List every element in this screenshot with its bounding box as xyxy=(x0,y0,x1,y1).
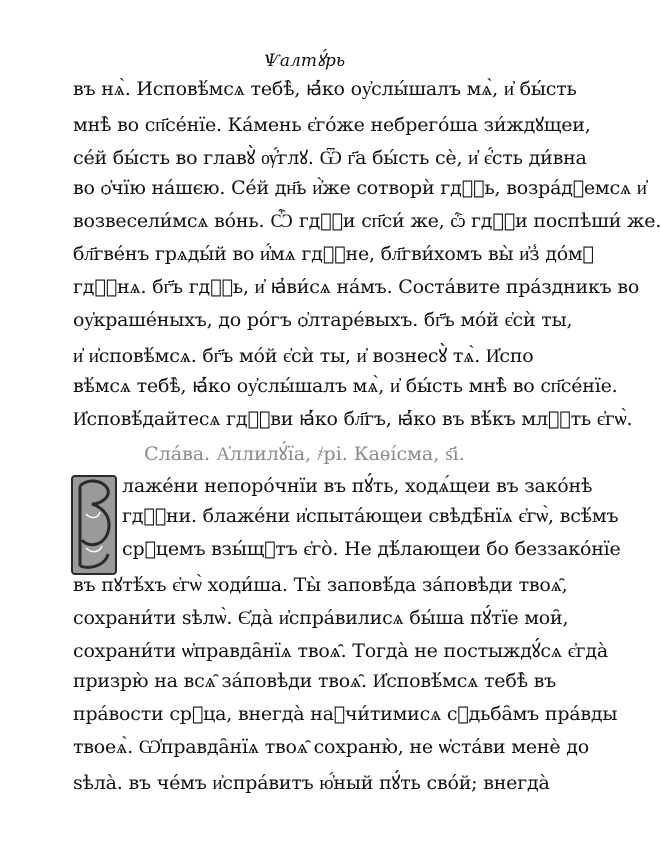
text-line: лаже́ни непоро́чнїи въ пꙋ́ть, ходѧ́щеи въ зако́нѣ xyxy=(122,475,593,497)
text-line: сохрани́ти ѡ҆правда̑нїѧ твоѧ̑. Тогда̀ не постыждꙋ́сѧ є҆гда̀ xyxy=(73,640,609,662)
text-line: твоеѧ̀. Ѡ҆правда̑нїѧ твоѧ̑ сохраню̀, не ѡ҆ста́ви менѐ до xyxy=(73,736,589,758)
text-line: вѣ́мсѧ тебѣ̀, ꙗ҆́ко оу҆слы́шалъ мѧ̀, и҆ бы́сть мнѣ̀ во сп҃се́нїе. xyxy=(73,375,618,397)
text-line: гдⷭ҇ни. блаже́ни и҆спыта́ющеи свѣдѣ̑нїѧ є҆гѡ̀, всѣ́мъ xyxy=(122,505,619,527)
text-line: возвесели́мсѧ во́нь. Ѽ гдⷭ҇и сп҃си́ же, ѽ гдⷭ҇и поспѣши́ же. xyxy=(73,210,661,232)
text-line: во ѻ҆чїю на́шєю. Се́й дн҃ь и҆̀же сотворѝ гдⷭ҇ь, возра́дꙋемсѧ и҆ xyxy=(73,177,647,199)
text-line: срⷣцемъ взы́щꙋтъ є҆го̀. Не дѣ́лающеи бо беззако́нїе xyxy=(122,538,621,560)
dropcap-initial xyxy=(70,474,118,576)
text-line: въ пꙋтѣ́хъ є҆гѡ̀ ходи́ша. Ты̀ заповѣ́да за́повѣди твоѧ̑, xyxy=(73,574,568,596)
text-line: пра́вости срⷣца, внегда̀ наꙋчи́тимисѧ сꙋдьба̑мъ пра́вды xyxy=(73,703,618,725)
text-line: оу҆краше́ныхъ, до ро́гъ ѻ҆лтаре́выхъ. бг҃ъ мо́й є҆сѝ ты, xyxy=(73,309,573,331)
text-line: се́й бы́сть во главꙋ̀ ѹ҆́глꙋ. Ѿ г҃а бы́сть сѐ, и҆ є҆́сть ди́вна xyxy=(73,147,587,169)
text-line: и҆ и҆сповѣ́мсѧ. бг҃ъ мо́й є҆сѝ ты, и҆ вознесꙋ̀ тѧ̀. И҆спо xyxy=(73,345,534,367)
text-line: гдⷭ҇нѧ. бг҃ъ гдⷭ҇ь, и҆ ꙗ҆ви́сѧ на́мъ. Соста́вите пра́здникъ во xyxy=(73,276,640,298)
text-line: мнѣ̀ во сп҃се́нїе. Ка́мень є҆го́же небрего́ша зи́ждꙋщеи, xyxy=(73,114,591,136)
text-line: въ нѧ̀. Исповѣ́мсѧ тебѣ̀, ꙗ҆́ко оу҆слы́шалъ мѧ̀, и҆ бы́сть xyxy=(73,78,577,100)
running-head: Ѱалтꙋ́рь xyxy=(263,51,346,71)
text-line: призрю̀ на всѧ̑ за́повѣди твоѧ̑. И҆сповѣ́мсѧ тебѣ̀ въ xyxy=(73,670,557,692)
text-line: ѕѣла̀. въ че́мъ и҆спра́витъ ю҆́ный пꙋ́ть сво́й; внегда̀ xyxy=(73,772,550,794)
text-line: И҆сповѣ́дайтесѧ гдⷭ҇ви ꙗ҆́ко бл҃гъ, ꙗ҆́ко въ вѣ́къ млⷭ҇ть є҆гѡ̀. xyxy=(73,408,633,430)
kathisma-heading: Сла́ва. А҆ллилꙋ́їа, ҂рі. Каѳі́сма, ѕ҃і. xyxy=(144,443,465,465)
text-line: сохрани́ти ѕѣлѡ̀. Є҆да̀ и҆спра́вилисѧ бы́ша пꙋ́тїе мои̑, xyxy=(73,607,569,629)
text-line: бл҃гве́нъ грѧды́й во и҆́мѧ гдⷭ҇не, бл҃гви́хомъ вы̀ и҆з̾ до́мꙋ xyxy=(73,243,594,265)
dropcap-letter: Б xyxy=(93,540,95,541)
